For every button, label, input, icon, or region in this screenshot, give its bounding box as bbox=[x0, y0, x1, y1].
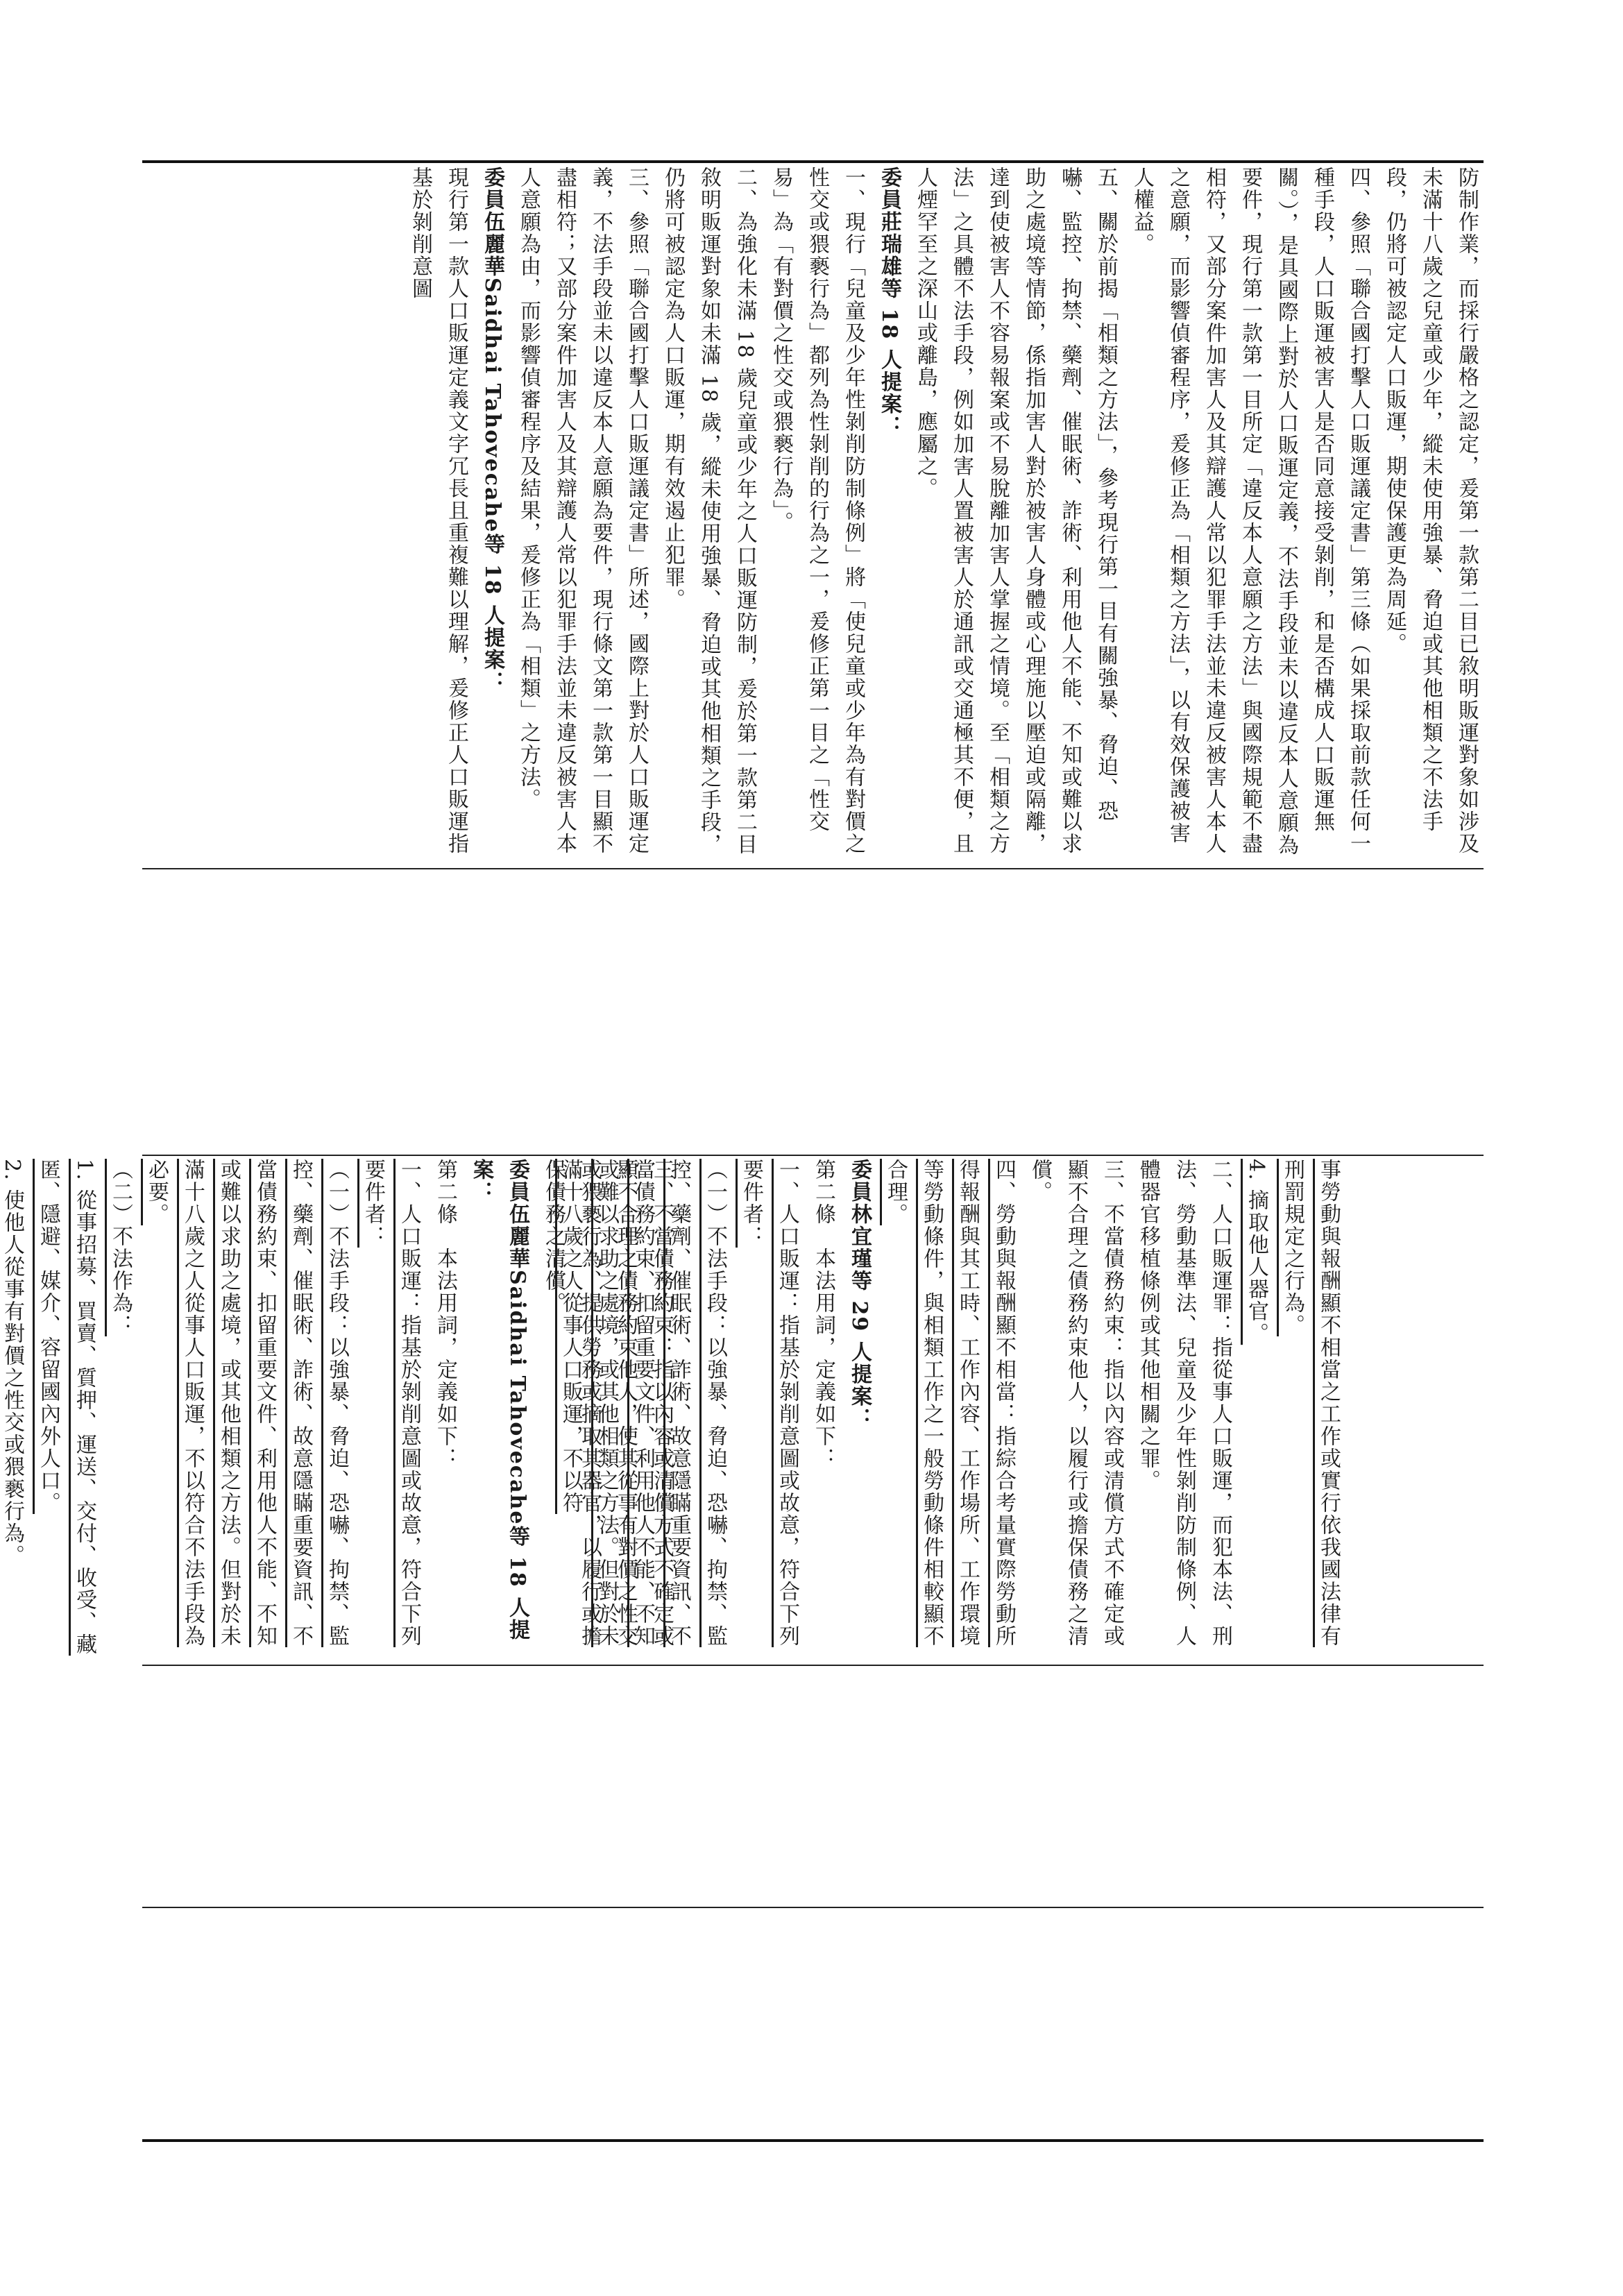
draft-article-line: 三、不當債務約束：指以內容或清償方式不確定或顯不合理之債務約束他人，以履行或擔保債務之清償。 bbox=[1028, 1159, 1124, 1647]
bottom-rule bbox=[142, 2139, 1484, 2142]
proposer-heading: 委員伍麗華Saidhai Tahovecahe等 18 人提案： bbox=[480, 167, 504, 694]
lower-rule bbox=[142, 1665, 1484, 1666]
explanation-paragraph: 一、現行「兒童及少年性剝削防制條例」將「使兒童或少年為有對價之性交或猥褻行為」都列為性剝削的行為之一，爰修正第一目之「性交易」為「有對價之性交或猥褻行為」。 bbox=[769, 167, 865, 855]
explanation-paragraph: 防制作業，而採行嚴格之認定，爰第一款第二目已敘明販運對象如涉及未滿十八歲之兒童或少年，縱未使用強暴、脅迫或其他相類之不法手段，仍將可被認定人口販運，期使保護更為周延。 bbox=[1382, 167, 1479, 855]
bottom-rule-upper bbox=[142, 1907, 1484, 1908]
explanation-paragraph: 二、為強化未滿 18 歲兒童或少年之人口販運防制，爰於第一款第二目敘明販運對象如未滿 18 歲，縱未使用強暴、脅迫或其他相類之手段，仍將可被認定為人口販運，期有效遏止犯罪。 bbox=[661, 167, 757, 856]
explanation-paragraph: 五、關於前揭「相類之方法」，參考現行第一目有關強暴、脅迫、恐嚇、監控、拘禁、藥劑、催眠術、詐術、利用他人不能、不知或難以求助之處境等情節，係指加害人對於被害人身體或心理施以壓迫或隔離，達到使被害人不容易報案或不易脫離加害人掌握之情境。至「相類之方法」之具體不法手段，例如加害人置被害人於通訊或交通極其不便，且人煙罕至之深山或離島，應屬之。 bbox=[913, 167, 1118, 855]
draft-article-line: 事勞動與報酬顯不相當之工作或實行依我國法律有刑罰規定之行為。 bbox=[1280, 1159, 1341, 1647]
proposer-heading: 委員伍麗華Saidhai Tahovecahe等 18 人提案： bbox=[469, 1159, 529, 1642]
bottom-left-column bbox=[0, 1159, 194, 1658]
draft-article-line: 一、人口販運：指基於剝削意圖或故意，符合下列要件者： bbox=[361, 1159, 421, 1647]
draft-article-line: 一、人口販運：指基於剝削意圖或故意，符合下列要件者： bbox=[739, 1159, 799, 1647]
draft-article-line: 2. 使他人從事有對價之性交或猥褻行為。 bbox=[0, 1159, 24, 1567]
draft-article-line: 第二條 本法用詞，定義如下： bbox=[433, 1159, 457, 1470]
draft-article-line: 三、不當債務約束：指以內容或清償方式不確定或顯不合理之債務約束他人，使其從事有對價之性交或猥褻行為、提供勞務或摘取其器官，以履行或擔保債務之清償。 bbox=[541, 1159, 674, 1647]
draft-article-line: 1. 從事招募、買賣、質押、運送、交付、收受、藏匿、隱避、媒介、容留國內外人口。 bbox=[36, 1159, 96, 1656]
draft-article-line: （一）不法手段：以強暴、脅迫、恐嚇、拘禁、監控、藥劑、催眠術、詐術、故意隱瞞重要資訊、不當債務約束、扣留重要文件、利用他人不能、不知或難以求助之處境，或其他相類之方法。但對於未滿十八歲之人從事人口販運，不以符合不法手段為必要。 bbox=[144, 1159, 349, 1647]
draft-article-line: （二）不法作為： bbox=[108, 1159, 133, 1336]
explanation-block bbox=[235, 167, 1484, 860]
middle-rule-upper bbox=[142, 868, 1484, 869]
draft-article-line: 4. 摘取他人器官。 bbox=[1244, 1159, 1268, 1345]
proposer-heading: 委員林宜瑾等 29 人提案： bbox=[847, 1159, 872, 1430]
draft-article-line: （一）不法手段：以強暴、脅迫、恐嚇、拘禁、監控、藥劑、催眠術、詐術、故意隱瞞重要資訊、不當債務約束、扣留重要文件、利用他人不能、不知或難以求助之處境，或其他相類之方法。但對於未滿十八歲之人從事人口販運，不以符 bbox=[559, 1159, 727, 1647]
proposer-heading: 委員莊瑞雄等 18 人提案： bbox=[877, 167, 901, 438]
draft-article-line: 二、人口販運罪：指從事人口販運，而犯本法、刑法、勞動基準法、兒童及少年性剝削防制條例、人體器官移植條例或其他相關之罪。 bbox=[1136, 1159, 1232, 1647]
middle-rule-lower bbox=[142, 1155, 1484, 1156]
draft-article-line: 四、勞動與報酬顯不相當：指綜合考量實際勞動所得報酬與其工時、工作內容、工作場所、工作環境等勞動條件，與相類工作之一般勞動條件相較顯不合理。 bbox=[883, 1159, 1016, 1647]
explanation-paragraph: 現行第一款人口販運定義文字冗長且重複難以理解，爰修正人口販運指基於剝削意圖 bbox=[408, 167, 468, 855]
explanation-paragraph: 四、參照「聯合國打擊人口販運議定書」第三條（如果採取前款任何一種手段，人口販運被害人是否同意接受剝削，和是否構成人口販運無關。），是具國際上對於人口販運定義，不法手段並未以違反本人意願為要件，現行第一款第一目所定「違反本人意願之方法」與國際規範不盡相符，又部分案件加害人及其辯護人常以犯罪手法並未違反被害人本人之意願，而影響偵審程序，爰修正為「相類之方法」，以有效保護被害人權益。 bbox=[1130, 167, 1370, 856]
explanation-paragraph: 三、參照「聯合國打擊人口販運議定書」所述，國際上對於人口販運定義，不法手段並未以違反本人意願為要件，現行條文第一款第一目顯不盡相符；又部分案件加害人及其辯護人常以犯罪手法並未違反被害人本人意願為由，而影響偵審程序及結果，爰修正為「相類」之方法。 bbox=[516, 167, 649, 855]
draft-article-line: 第二條 本法用詞，定義如下： bbox=[811, 1159, 835, 1470]
top-rule bbox=[142, 160, 1484, 163]
